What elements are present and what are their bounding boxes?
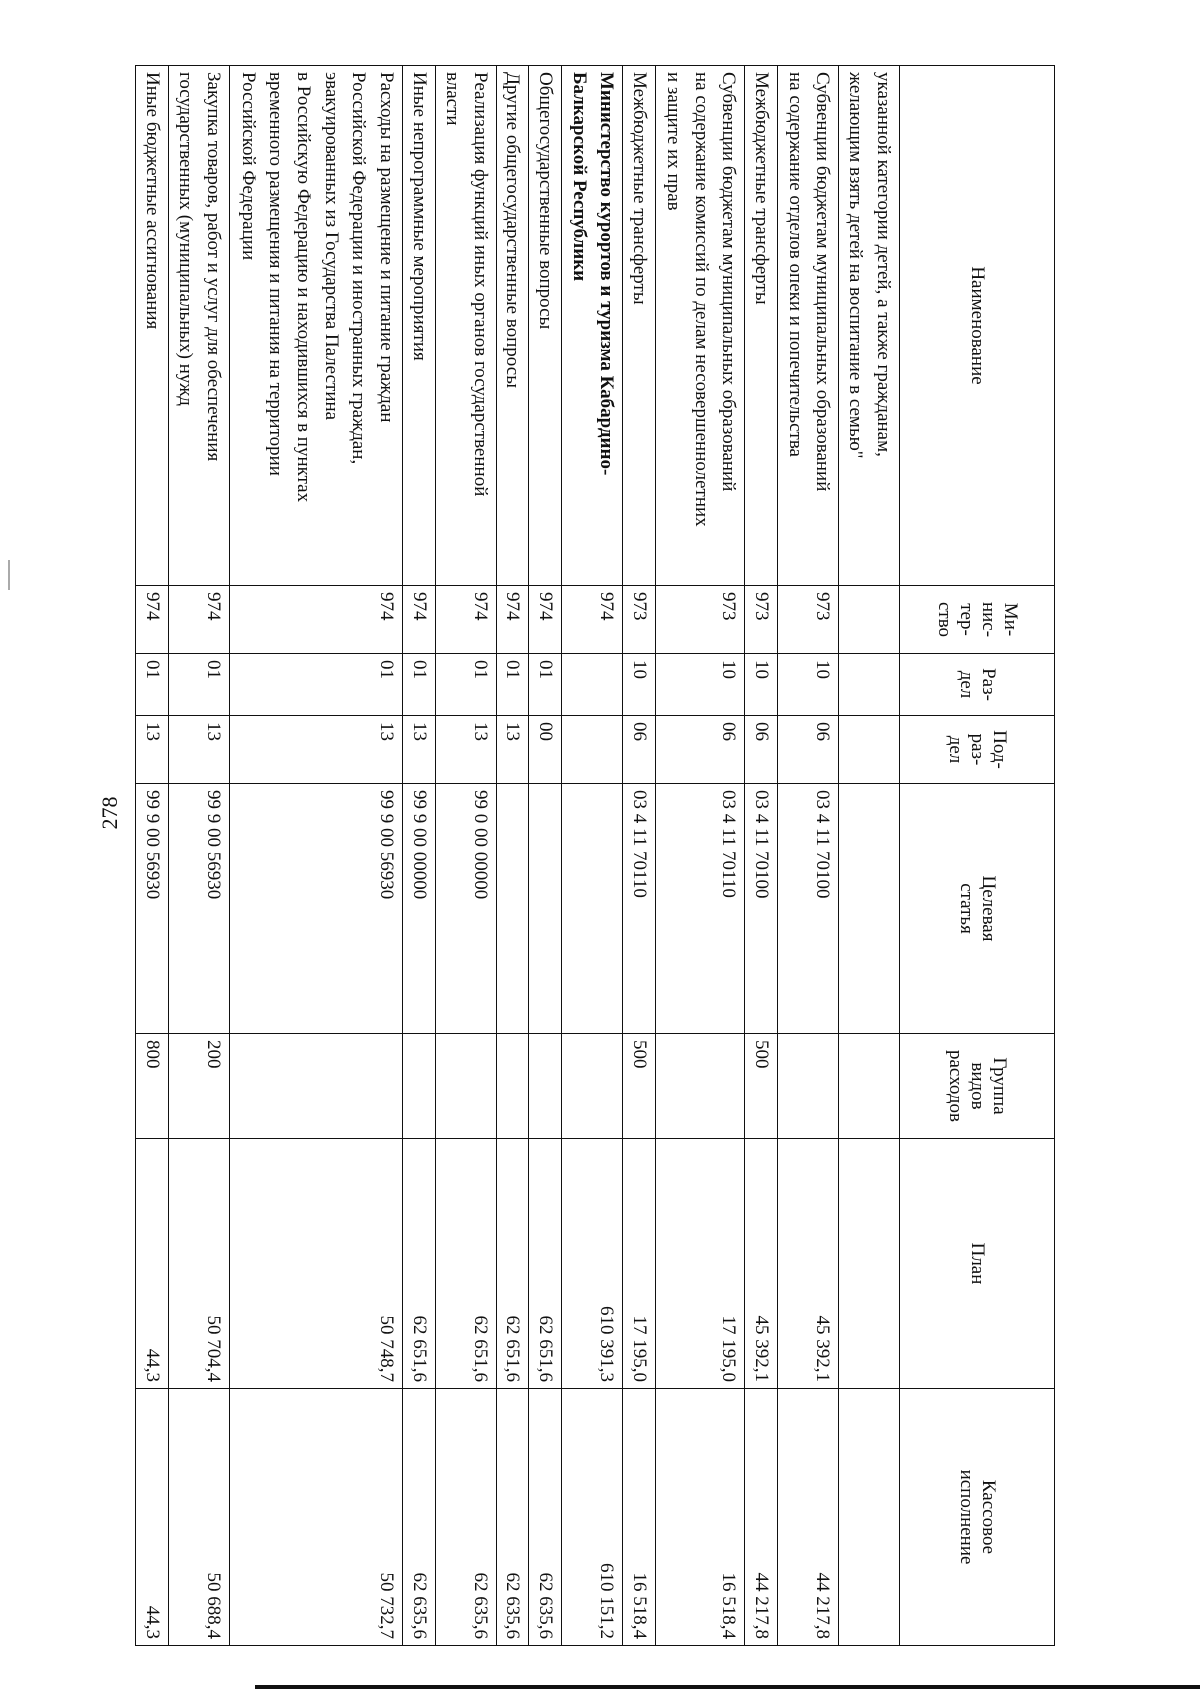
cell-group: 500 — [745, 1034, 778, 1139]
cell-ministry: 973 — [656, 586, 745, 654]
header-ministry-line: тер- — [956, 603, 977, 636]
cell-target: 03 4 11 70100 — [745, 784, 778, 1034]
cell-plan: 62 651,6 — [435, 1139, 496, 1389]
cell-plan: 62 651,6 — [402, 1139, 435, 1389]
cell-section: 10 — [656, 654, 745, 716]
table-row — [529, 66, 562, 1646]
budget-table-container — [135, 65, 1055, 1645]
cell-group — [656, 1034, 745, 1139]
cell-name-line: временного размещения и питания на территории — [265, 72, 287, 476]
cell-ministry: 973 — [623, 586, 656, 654]
cell-section: 01 — [402, 654, 435, 716]
header-subsection-line: дел — [945, 735, 967, 764]
cell-target: 99 9 00 56930 — [230, 784, 403, 1034]
cell-exec: 44 217,8 — [745, 1389, 778, 1646]
cell-plan — [839, 1139, 900, 1389]
table-row — [656, 66, 745, 1646]
cell-group: 200 — [169, 1034, 230, 1139]
table-row — [169, 66, 230, 1646]
cell-ministry: 973 — [745, 586, 778, 654]
cell-section: 01 — [529, 654, 562, 716]
header-target — [900, 784, 1055, 1034]
cell-name-line: Российской Федерации и иностранных граждан, — [348, 72, 370, 465]
cell-exec: 16 518,4 — [623, 1389, 656, 1646]
page-number: 278 — [97, 796, 122, 830]
cell-name-line: указанной категории детей, а также гражданам, — [873, 72, 894, 457]
cell-subsection: 06 — [745, 716, 778, 784]
header-group-line: расходов — [945, 1050, 967, 1122]
cell-ministry: 974 — [230, 586, 403, 654]
header-group-line: Группа — [988, 1057, 1010, 1115]
cell-name — [778, 66, 839, 586]
cell-group — [402, 1034, 435, 1139]
cell-group — [230, 1034, 403, 1139]
cell-exec: 50 688,4 — [169, 1389, 230, 1646]
header-group-line: видов — [966, 1062, 988, 1110]
cell-ministry: 974 — [136, 586, 169, 654]
cell-name — [623, 66, 656, 586]
cell-section: 01 — [136, 654, 169, 716]
cell-exec: 50 732,7 — [230, 1389, 403, 1646]
cell-group — [529, 1034, 562, 1139]
cell-name — [136, 66, 169, 586]
cell-ministry — [839, 586, 900, 654]
cell-section: 01 — [169, 654, 230, 716]
cell-exec: 44,3 — [136, 1389, 169, 1646]
table-row — [745, 66, 778, 1646]
cell-subsection — [562, 716, 623, 784]
cell-name-line: Расходы на размещение и питание граждан — [375, 72, 397, 423]
cell-exec: 610 151,2 — [562, 1389, 623, 1646]
cell-section: 10 — [778, 654, 839, 716]
cell-subsection: 13 — [230, 716, 403, 784]
header-target-line: Целевая — [977, 875, 999, 942]
cell-name — [562, 66, 623, 586]
cell-section: 10 — [623, 654, 656, 716]
cell-ministry: 973 — [778, 586, 839, 654]
header-group — [900, 1034, 1055, 1139]
cell-name-line: Иные непрограммные мероприятия — [408, 72, 430, 361]
cell-name-line: Министерство курортов и туризма Кабардино- — [596, 72, 618, 476]
cell-subsection: 13 — [169, 716, 230, 784]
cell-target: 03 4 11 70110 — [623, 784, 656, 1034]
cell-plan: 50 704,4 — [169, 1139, 230, 1389]
cell-name-line: Закупка товаров, работ и услуг для обеспечения — [203, 72, 225, 462]
scan-mark — [8, 560, 10, 590]
cell-target: 03 4 11 70100 — [778, 784, 839, 1034]
cell-group: 500 — [623, 1034, 656, 1139]
table-row — [496, 66, 529, 1646]
cell-name — [656, 66, 745, 586]
cell-section: 01 — [496, 654, 529, 716]
cell-subsection: 13 — [496, 716, 529, 784]
header-exec-line: исполнение — [956, 1469, 977, 1565]
cell-subsection — [839, 716, 900, 784]
table-body — [136, 66, 900, 1646]
cell-target: 99 9 00 56930 — [136, 784, 169, 1034]
cell-exec: 62 635,6 — [496, 1389, 529, 1646]
cell-subsection: 13 — [435, 716, 496, 784]
cell-name — [169, 66, 230, 586]
header-section — [900, 654, 1055, 716]
cell-subsection: 13 — [402, 716, 435, 784]
cell-plan: 610 391,3 — [562, 1139, 623, 1389]
cell-plan: 44,3 — [136, 1139, 169, 1389]
cell-subsection: 06 — [656, 716, 745, 784]
cell-ministry: 974 — [562, 586, 623, 654]
cell-name-line: на содержание комиссий по делам несовершеннолетних — [690, 72, 712, 527]
cell-name-line: Другие общегосударственные вопросы — [502, 72, 524, 388]
cell-target: 99 9 00 56930 — [169, 784, 230, 1034]
header-ministry-line: Ми- — [999, 602, 1021, 637]
cell-ministry: 974 — [169, 586, 230, 654]
cell-name-line: власти — [441, 72, 463, 126]
cell-exec: 44 217,8 — [778, 1389, 839, 1646]
cell-target — [562, 784, 623, 1034]
cell-section — [562, 654, 623, 716]
cell-group — [778, 1034, 839, 1139]
table-row — [136, 66, 169, 1646]
header-row — [900, 66, 1055, 1646]
cell-name-line: Межбюджетные трансферты — [751, 72, 773, 305]
cell-ministry: 974 — [435, 586, 496, 654]
cell-exec — [839, 1389, 900, 1646]
cell-name-line: Балкарской Республики — [568, 72, 590, 282]
cell-exec: 62 635,6 — [435, 1389, 496, 1646]
cell-group — [435, 1034, 496, 1139]
cell-group — [496, 1034, 529, 1139]
cell-section: 01 — [230, 654, 403, 716]
cell-name — [529, 66, 562, 586]
cell-ministry: 974 — [496, 586, 529, 654]
cell-name — [435, 66, 496, 586]
header-ministry-line: нис- — [977, 601, 999, 638]
header-subsection-line: раз- — [966, 733, 988, 766]
cell-target — [839, 784, 900, 1034]
cell-subsection: 13 — [136, 716, 169, 784]
cell-group — [839, 1034, 900, 1139]
cell-plan: 62 651,6 — [496, 1139, 529, 1389]
cell-name — [496, 66, 529, 586]
cell-name — [402, 66, 435, 586]
cell-target: 03 4 11 70110 — [656, 784, 745, 1034]
cell-section: 01 — [435, 654, 496, 716]
cell-subsection: 06 — [778, 716, 839, 784]
cell-name-line: Субвенции бюджетам муниципальных образований — [718, 72, 740, 492]
header-section-line: дел — [956, 670, 977, 699]
cell-plan: 45 392,1 — [778, 1139, 839, 1389]
cell-name — [745, 66, 778, 586]
cell-target — [529, 784, 562, 1034]
cell-plan: 45 392,1 — [745, 1139, 778, 1389]
cell-ministry: 974 — [529, 586, 562, 654]
budget-table — [135, 65, 1055, 1646]
header-ministry-line: ство — [934, 601, 956, 638]
cell-name-line: государственных (муниципальных) нужд — [175, 72, 197, 406]
cell-name-line: и защите их прав — [663, 72, 685, 211]
cell-group: 800 — [136, 1034, 169, 1139]
cell-ministry: 974 — [402, 586, 435, 654]
cell-name-line: Субвенции бюджетам муниципальных образований — [812, 72, 834, 492]
cell-plan: 50 748,7 — [230, 1139, 403, 1389]
header-ministry — [900, 586, 1055, 654]
cell-target: 99 0 00 00000 — [435, 784, 496, 1034]
table-row — [778, 66, 839, 1646]
cell-section — [839, 654, 900, 716]
header-section-line: Раз- — [977, 668, 999, 701]
header-target-line: статья — [956, 883, 977, 934]
table-row — [623, 66, 656, 1646]
header-exec-line: Кассовое — [977, 1479, 999, 1555]
cell-name-line: Иные бюджетные ассигнования — [142, 72, 164, 330]
table-row — [562, 66, 623, 1646]
cell-name-line: Межбюджетные трансферты — [629, 72, 651, 305]
cell-subsection: 06 — [623, 716, 656, 784]
header-subsection — [900, 716, 1055, 784]
cell-name-line: Реализация функций иных органов государственной — [469, 72, 491, 497]
cell-name — [839, 66, 900, 586]
cell-target — [496, 784, 529, 1034]
cell-plan: 17 195,0 — [656, 1139, 745, 1389]
scan-edge-line — [255, 1685, 1200, 1689]
cell-exec: 62 635,6 — [402, 1389, 435, 1646]
header-plan: План — [900, 1139, 1055, 1389]
header-exec — [900, 1389, 1055, 1646]
table-row — [435, 66, 496, 1646]
cell-name — [230, 66, 403, 586]
cell-section: 10 — [745, 654, 778, 716]
table-row — [839, 66, 900, 1646]
cell-name-line: Российской Федерации — [237, 72, 259, 261]
cell-name-line: на содержание отделов опеки и попечительства — [784, 72, 806, 457]
cell-name-line: Общегосударственные вопросы — [535, 72, 557, 330]
cell-target: 99 9 00 00000 — [402, 784, 435, 1034]
cell-exec: 16 518,4 — [656, 1389, 745, 1646]
cell-group — [562, 1034, 623, 1139]
cell-plan: 62 651,6 — [529, 1139, 562, 1389]
cell-name-line: в Российскую Федерацию и находившихся в пунктах — [292, 72, 314, 503]
table-row — [230, 66, 403, 1646]
cell-exec: 62 635,6 — [529, 1389, 562, 1646]
cell-name-line: желающим взять детей на воспитание в семью" — [845, 72, 867, 459]
header-subsection-line: Под- — [988, 730, 1010, 769]
header-name: Наименование — [900, 66, 1055, 586]
table-row — [402, 66, 435, 1646]
cell-subsection: 00 — [529, 716, 562, 784]
cell-name-line: эвакуированных из Государства Палестина — [320, 72, 342, 421]
cell-plan: 17 195,0 — [623, 1139, 656, 1389]
